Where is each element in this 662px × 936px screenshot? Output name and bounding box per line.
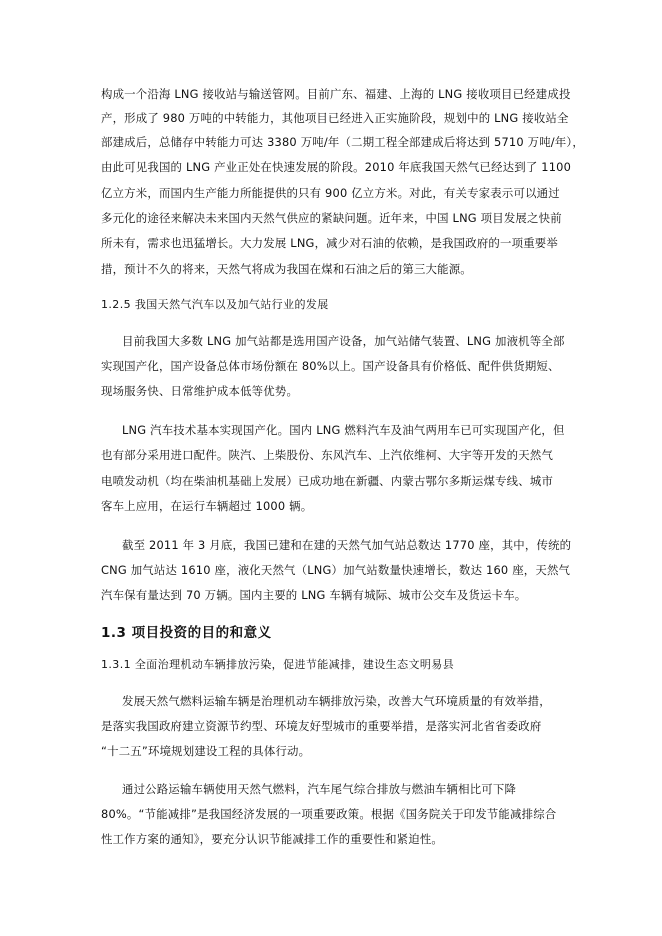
paragraph-line: 目前我国大多数 LNG 加气站都是选用国产设备，加气站储气装置、LNG 加液机等全部: [122, 334, 565, 348]
paragraph-line: CNG 加气站达 1610 座，液化天然气（LNG）加气站数量快速增长，数达 160 座，天然气: [101, 563, 571, 577]
paragraph-line: 现场服务快、日常维护成本低等优势。: [101, 384, 299, 398]
paragraph-line: 构成一个沿海 LNG 接收站与输送管网。目前广东、福建、上海的 LNG 接收项目已经建成投: [101, 87, 571, 101]
paragraph-line: 措，预计不久的将来，天然气将成为我国在煤和石油之后的第三大能源。: [101, 262, 472, 276]
section-heading-1-3: 1.3 项目投资的目的和意义: [101, 625, 272, 641]
paragraph-line: 通过公路运输车辆使用天然气燃料，汽车尾气综合排放与燃油车辆相比可下降: [122, 782, 517, 796]
section-heading-1-2-5: 1.2.5 我国天然气汽车以及加气站行业的发展: [101, 298, 329, 311]
paragraph-line: 多元化的途径来解决未来国内天然气供应的紧缺问题。近年来，中国 LNG 项目发展之快前: [101, 211, 562, 225]
paragraph-line: 所未有，需求也迅猛增长。大力发展 LNG，减少对石油的依赖，是我国政府的一项重要举: [101, 236, 558, 250]
paragraph-line: LNG 汽车技术基本实现国产化。国内 LNG 燃料汽车及油气两用车已可实现国产化，但: [122, 423, 565, 437]
paragraph-line: 实现国产化，国产设备总体市场份额在 80%以上。国产设备具有价格低、配件供货期短、: [101, 359, 560, 373]
paragraph-line: 80%。“节能减排”是我国经济发展的一项重要政策。根据《国务院关于印发节能减排综合: [101, 807, 557, 821]
paragraph-line: 是落实我国政府建立资源节约型、环境友好型城市的重要举措，是落实河北省省委政府: [101, 719, 542, 733]
paragraph-line: 部建成后，总储存中转能力可达 3380 万吨/年（二期工程全部建成后将达到 5710 万吨/年），: [101, 135, 584, 149]
paragraph-line: 截至 2011 年 3 月底，我国已建和在建的天然气加气站总数达 1770 座，其中，传统的: [122, 538, 572, 552]
paragraph-line: “十二五”环境规划建设工程的具体行动。: [101, 744, 311, 758]
paragraph-line: 也有部分采用进口配件。陕汽、上柴股份、东风汽车、上汽依维柯、大宇等开发的天然气: [101, 448, 554, 462]
paragraph-line: 客车上应用，在运行车辆超过 1000 辆。: [101, 499, 313, 513]
paragraph-line: 性工作方案的通知》，要充分认识节能减排工作的重要性和紧迫性。: [101, 832, 444, 846]
paragraph-line: 发展天然气燃料运输车辆是治理机动车辆排放污染，改善大气环境质量的有效举措，: [122, 694, 551, 708]
paragraph-line: 亿立方米，而国内生产能力所能提供的只有 900 亿立方米。对此，有关专家表示可以通过: [101, 186, 560, 200]
section-heading-1-3-1: 1.3.1 全面治理机动车辆排放污染，促进节能减排，建设生态文明易县: [101, 658, 455, 671]
paragraph-line: 汽车保有量达到 70 万辆。国内主要的 LNG 车辆有城际、城市公交车及货运卡车。: [101, 588, 527, 602]
paragraph-line: 电喷发动机（均在柴油机基础上发展）已成功地在新疆、内蒙古鄂尔多斯运煤专线、城市: [101, 474, 554, 488]
paragraph-line: 产，形成了 980 万吨的中转能力，其他项目已经进入正实施阶段，规划中的 LNG 接收站全: [101, 111, 569, 125]
paragraph-line: 由此可见我国的 LNG 产业正处在快速发展的阶段。2010 年底我国天然气已经达到了 1100: [101, 160, 572, 174]
